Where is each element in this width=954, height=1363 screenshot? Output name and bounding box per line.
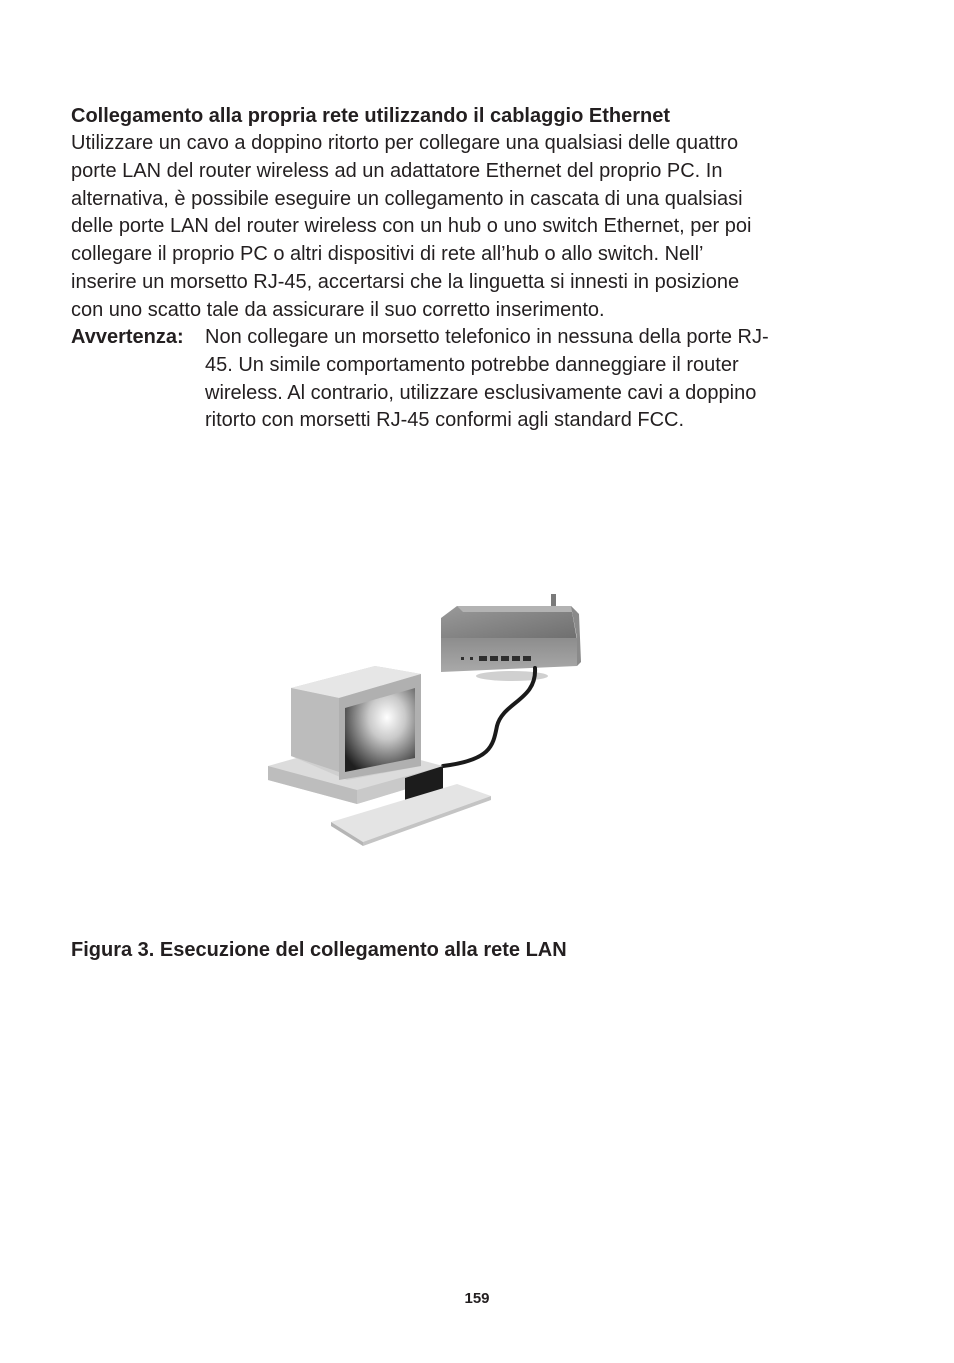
- warning-body: [205, 324, 881, 435]
- warning-line: Non collegare un morsetto telefonico in nessuna della porte RJ-: [205, 326, 769, 348]
- warning-line: wireless. Al contrario, utilizzare esclusivamente cavi a doppino: [205, 381, 757, 404]
- warning-line: ritorto con morsetti RJ-45 conformi agli standard FCC.: [205, 409, 685, 432]
- warning-line: 45. Un simile comportamento potrebbe danneggiare il router: [205, 353, 739, 376]
- paragraph-line: porte LAN del router wireless ad un adattatore Ethernet del proprio PC. In: [71, 159, 723, 182]
- computer-icon: [268, 666, 491, 846]
- figure-caption: Figura 3. Esecuzione del collegamento alla rete LAN: [71, 939, 567, 961]
- lan-connection-illustration: [265, 590, 595, 850]
- router-icon: [441, 594, 581, 681]
- paragraph-line: con uno scatto tale da assicurare il suo corretto inserimento.: [71, 298, 605, 321]
- figure-illustration: [265, 590, 595, 850]
- paragraph-line: inserire un morsetto RJ-45, accertarsi che la linguetta si innesti in posizione: [71, 270, 740, 293]
- warning-label: Avvertenza:: [71, 326, 184, 348]
- page-number: 159: [464, 1290, 490, 1307]
- ethernet-cable: [443, 668, 535, 766]
- section-heading: Collegamento alla propria rete utilizzando il cablaggio Ethernet: [71, 105, 670, 127]
- paragraph-line: delle porte LAN del router wireless con un hub o uno switch Ethernet, per poi: [71, 215, 752, 238]
- section-paragraph: [71, 130, 881, 325]
- paragraph-line: Utilizzare un cavo a doppino ritorto per collegare una qualsiasi delle quattro: [71, 132, 739, 154]
- paragraph-line: alternativa, è possibile eseguire un collegamento in cascata di una qualsiasi: [71, 187, 743, 210]
- warning-note: [71, 324, 881, 435]
- paragraph-line: collegare il proprio PC o altri dispositivi di rete all’hub o allo switch. Nell’: [71, 243, 704, 266]
